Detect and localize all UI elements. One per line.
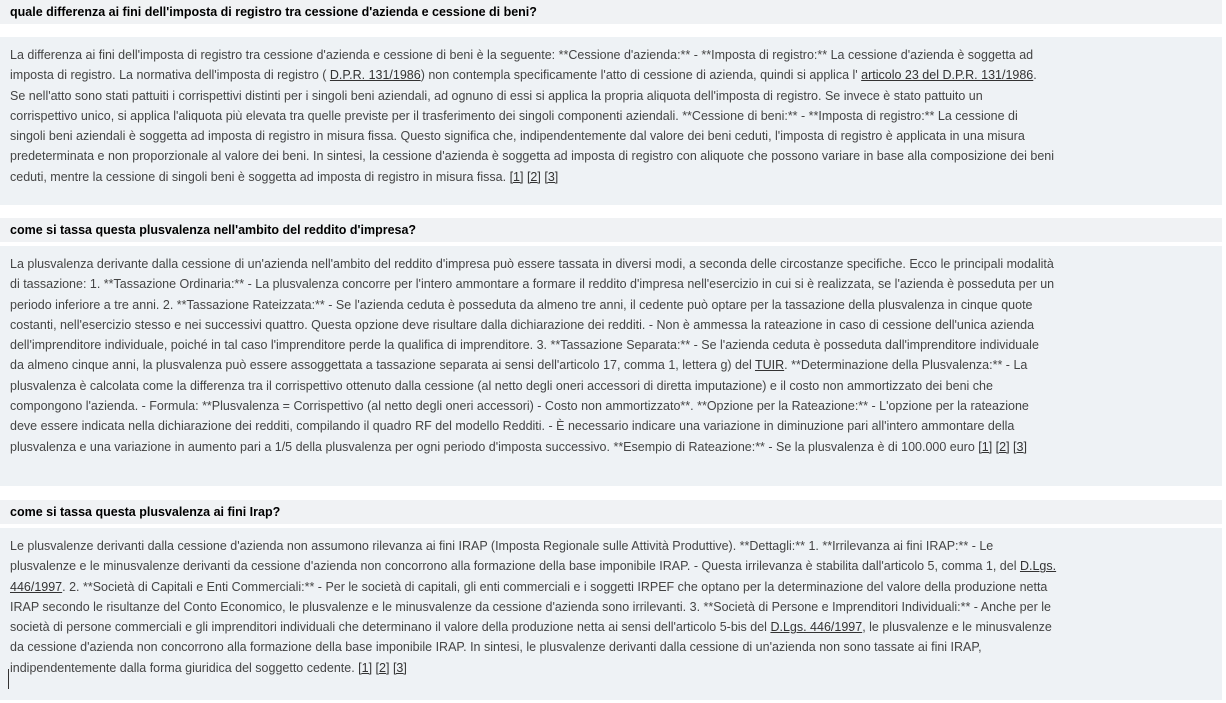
reference-link[interactable]: D.Lgs. xyxy=(1019,559,1057,574)
answer-line xyxy=(10,146,1212,166)
question-text: quale differenza ai fini dell'imposta di registro tra cessione d'azienda e cessione di beni? xyxy=(10,5,537,19)
citation-link[interactable]: [1] xyxy=(358,660,373,675)
answer-line xyxy=(10,658,1212,678)
answer-text: imposta di registro. La normativa dell'imposta di registro ( xyxy=(10,68,330,83)
citation-link[interactable]: [2] xyxy=(995,439,1010,454)
answer-line xyxy=(10,167,1212,187)
answer-text: Le plusvalenze derivanti dalla cessione d'azienda non assumono rilevanza ai fini IRAP (Imposta Regionale sulle Attività Produttive). **Dettagli:** 1. **Irrilevanza ai fini IRAP:** - Le xyxy=(10,539,994,553)
answer-line xyxy=(10,536,1212,556)
answer-line xyxy=(10,65,1212,85)
citation-link[interactable]: [3] xyxy=(544,169,559,184)
answer-text: IRAP secondo le risultanze del Conto Economico, le plusvalenze e le minusvalenze da cessione d'azienda sono irrilevanti. 3. **Società di Persone e Imprenditori Individuali:** - Anche per le xyxy=(10,599,1051,614)
answer-text: compongono l'azienda. - Formula: **Plusvalenza = Corrispettivo (al netto degli oneri accessori) - Costo non ammortizzato**. **Opzione per la Rateazione:** - L'opzione per la rateazione xyxy=(10,399,1029,414)
answer-line xyxy=(10,86,1212,106)
answer-text: La plusvalenza derivante dalla cessione di un'azienda nell'ambito del reddito d'impresa può essere tassata in diversi modi, a seconda delle circostanze specifiche. Ecco le principali modalità xyxy=(10,257,1054,271)
answer-line xyxy=(10,637,1212,657)
answer-text: . 2. **Società di Capitali e Enti Commerciali:** - Per le società di capitali, gli enti commerciali e i soggetti IRPEF che optano per la determinazione del valore della produzione netta xyxy=(62,579,1048,594)
answer-text: indipendentemente dalla forma giuridica del soggetto cedente. xyxy=(10,660,359,675)
answer-text: plusvalenza è calcolata come la differenza tra il corrispettivo ottenuto dalla cessione (al netto degli oneri accessori di diretta imputazione) e il costo non ammortizzato dei beni che xyxy=(10,378,993,393)
answer-text: da cessione d'azienda non concorrono alla formazione della base imponibile IRAP. In sintesi, le plusvalenze derivanti dalla cessione di un'azienda non sono tassate ai fini IRAP, xyxy=(10,640,982,655)
question-text: come si tassa questa plusvalenza nell'ambito del reddito d'impresa? xyxy=(10,223,417,237)
answer-text: plusvalenze e le minusvalenze derivanti da cessione d'azienda non concorrono alla formazione della base imponibile IRAP. - Questa irrilevanza è stabilita dall'articolo 5, comma 1, del xyxy=(10,559,1020,574)
answer-line xyxy=(10,376,1212,396)
answer-text: La differenza ai fini dell'imposta di registro tra cessione d'azienda e cessione di beni è la seguente: **Cessione d'azienda:** - **Imposta di registro:** La cessione d'azienda è soggetta ad xyxy=(10,48,1034,62)
answer-text: ) non contempla specificamente l'atto di cessione di azienda, quindi si applica l' xyxy=(420,68,862,83)
answer-line xyxy=(10,126,1212,146)
answer-text: società di persone commerciali e gli imprenditori individuali che determinano il valore della produzione netta ai sensi dell'articolo 5-bis del xyxy=(10,620,771,635)
question-2 xyxy=(0,218,1222,242)
question-1 xyxy=(0,0,1222,24)
answer-text: , le plusvalenze e le minusvalenze xyxy=(862,620,1052,635)
question-text: come si tassa questa plusvalenza ai fini Irap? xyxy=(10,505,281,519)
citation-link[interactable]: [1] xyxy=(509,169,524,184)
answer-line xyxy=(10,295,1212,315)
reference-link[interactable]: D.Lgs. 446/1997 xyxy=(770,620,863,635)
answer-line xyxy=(10,254,1212,274)
citation-link[interactable]: [3] xyxy=(1013,439,1027,454)
answer-line xyxy=(10,437,1212,457)
answer-line xyxy=(10,315,1212,335)
reference-link[interactable]: TUIR xyxy=(754,358,785,373)
answer-line xyxy=(10,617,1212,637)
answer-line xyxy=(10,597,1212,617)
citation-link[interactable]: [2] xyxy=(375,660,390,675)
citation-link[interactable]: [3] xyxy=(392,660,407,675)
answer-line xyxy=(10,556,1212,576)
answer-text: . **Determinazione della Plusvalenza:** - La xyxy=(784,358,1028,373)
answer-line xyxy=(10,106,1212,126)
answer-text: Se nell'atto sono stati pattuiti i corrispettivi distinti per i singoli beni aziendali, ad ognuno di essi si applica la propria aliquota dell'imposta di registro. Se invece è stato pattuito un xyxy=(10,88,983,103)
answer-text: plusvalenza e una variazione in aumento pari a 1/5 della plusvalenza per ogni periodo d'imposta successivo. **Esempio di Rateazione:** - Se la plusvalenza è di 100.000 euro xyxy=(10,439,979,454)
answer-line xyxy=(10,274,1212,294)
answer-line xyxy=(10,335,1212,355)
answer-text: . xyxy=(1033,68,1037,83)
answer-text: predeterminata e non proporzionale al valore dei beni. In sintesi, la cessione d'azienda è soggetta ad imposta di registro con aliquote che possono variare in base alla composizione dei beni xyxy=(10,149,1055,164)
reference-link[interactable]: articolo 23 del D.P.R. 131/1986 xyxy=(861,68,1034,83)
answer-text: periodo inferiore a tre anni. 2. **Tassazione Rateizzata:** - Se l'azienda ceduta è posseduta da almeno tre anni, il cedente può optare per la tassazione della plusvalenza in cinque quote xyxy=(10,297,1033,312)
answer-2 xyxy=(0,246,1222,486)
answer-text: ceduti, mentre la cessione di singoli beni è soggetta ad imposta di registro in misura fissa. xyxy=(10,169,510,184)
text-cursor xyxy=(8,669,9,689)
citation-link[interactable]: [2] xyxy=(526,169,541,184)
answer-text: da almeno cinque anni, la plusvalenza può essere assoggettata a tassazione separata ai sensi dell'articolo 17, comma 1, lettera g) del xyxy=(10,358,755,373)
citation-link[interactable]: [1] xyxy=(978,439,993,454)
answer-line xyxy=(10,355,1212,375)
answer-line xyxy=(10,396,1212,416)
answer-text: corrispettivo unico, si applica l'aliquota più elevata tra quelle previste per il trasferimento dei singoli componenti aziendali. **Cessione di beni:** - **Imposta di registro:** La cessione di xyxy=(10,108,1018,123)
answer-line xyxy=(10,45,1212,65)
reference-link[interactable]: 446/1997 xyxy=(10,579,63,594)
answer-3 xyxy=(0,528,1222,700)
answer-text: di tassazione: 1. **Tassazione Ordinaria:** - La plusvalenza concorre per l'intero ammontare a formare il reddito d'impresa nell'esercizio in cui si è realizzata, se l'azienda è posseduta per un xyxy=(10,277,1055,292)
question-3 xyxy=(0,500,1222,524)
answer-1 xyxy=(0,37,1222,205)
answer-text: singoli beni aziendali è soggetta ad imposta di registro in misura fissa. Questo significa che, indipendentemente dal valore dei beni ceduti, l'imposta di registro è applicata in una misura xyxy=(10,129,1025,144)
answer-text: dell'imprenditore individuale, poiché in tal caso l'imprenditore perde la qualifica di imprenditore. 3. **Tassazione Separata:** - Se l'azienda ceduta è posseduta dall'imprenditore individuale xyxy=(10,338,1039,353)
answer-line xyxy=(10,416,1212,436)
answer-line xyxy=(10,577,1212,597)
answer-text: costanti, nell'esercizio stesso e nei successivi quattro. Questa opzione deve risultare dalla dichiarazione dei redditi. - Non è ammessa la rateazione in caso di cessione dell'unica azienda xyxy=(10,317,1035,332)
answer-text: deve essere indicata nella dichiarazione dei redditi, compilando il quadro RF del modello Redditi. - È necessario indicare una variazione in diminuzione pari all'intero ammontare della xyxy=(10,419,1015,434)
reference-link[interactable]: D.P.R. 131/1986 xyxy=(329,68,421,83)
